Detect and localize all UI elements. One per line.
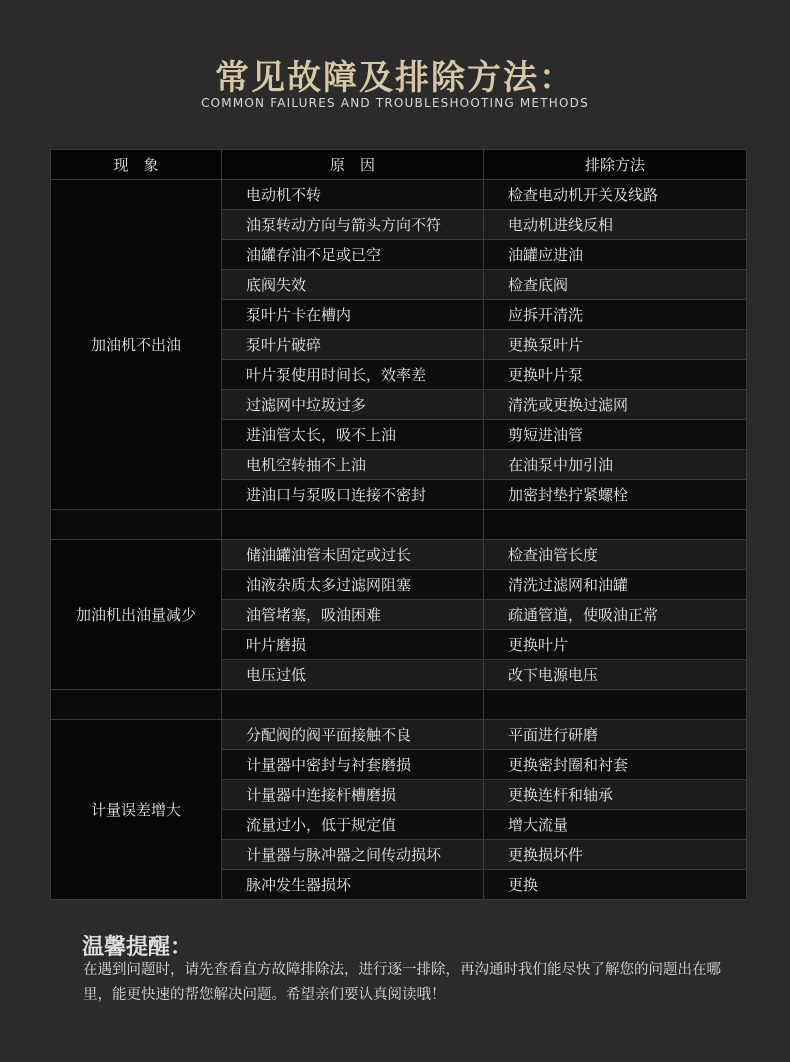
reason-cell: 电压过低	[222, 660, 484, 690]
fix-cell: 更换	[484, 870, 747, 900]
page-title: 常见故障及排除方法：	[215, 58, 575, 98]
table-row	[51, 720, 747, 750]
table-row	[51, 540, 747, 570]
fix-cell: 电动机进线反相	[484, 210, 747, 240]
reason-cell: 底阀失效	[222, 270, 484, 300]
fix-cell: 在油泵中加引油	[484, 450, 747, 480]
tip-title: 温馨提醒：	[82, 935, 193, 960]
reason-cell: 油罐存油不足或已空	[222, 240, 484, 270]
reason-cell: 叶片泵使用时间长，效率差	[222, 360, 484, 390]
fix-cell: 平面进行研磨	[484, 720, 747, 750]
empty-cell	[484, 510, 747, 540]
reason-cell: 叶片磨损	[222, 630, 484, 660]
reason-cell: 脉冲发生器损坏	[222, 870, 484, 900]
empty-cell	[222, 690, 484, 720]
table-header-row	[51, 150, 747, 180]
reason-cell: 进油口与泵吸口连接不密封	[222, 480, 484, 510]
fix-cell: 油罐应进油	[484, 240, 747, 270]
reason-cell: 储油罐油管未固定或过长	[222, 540, 484, 570]
fix-cell: 更换叶片	[484, 630, 747, 660]
fix-cell: 清洗过滤网和油罐	[484, 570, 747, 600]
reason-cell: 油液杂质太多过滤网阻塞	[222, 570, 484, 600]
symptom-cell: 计量误差增大	[51, 720, 222, 900]
fix-cell: 检查电动机开关及线路	[484, 180, 747, 210]
tip-text: 在遇到问题时，请先查看直方故障排除法，进行逐一排除，再沟通时我们能尽快了解您的问题出在哪里，能更快速的帮您解决问题。希望亲们要认真阅读哦！	[83, 962, 721, 1003]
reason-cell: 流量过小，低于规定值	[222, 810, 484, 840]
reason-cell: 计量器中连接杆槽磨损	[222, 780, 484, 810]
fix-cell: 检查油管长度	[484, 540, 747, 570]
column-header-reason: 原 因	[222, 150, 484, 180]
fix-cell: 剪短进油管	[484, 420, 747, 450]
troubleshooting-table	[50, 149, 747, 900]
fix-cell: 更换连杆和轴承	[484, 780, 747, 810]
empty-cell	[51, 510, 222, 540]
reason-cell: 计量器中密封与衬套磨损	[222, 750, 484, 780]
spacer-row	[51, 690, 747, 720]
column-header-fix: 排除方法	[484, 150, 747, 180]
empty-cell	[222, 510, 484, 540]
column-header-symptom: 现 象	[51, 150, 222, 180]
empty-cell	[51, 690, 222, 720]
fix-cell: 加密封垫拧紧螺栓	[484, 480, 747, 510]
fix-cell: 检查底阀	[484, 270, 747, 300]
fix-cell: 更换密封圈和衬套	[484, 750, 747, 780]
reason-cell: 电机空转抽不上油	[222, 450, 484, 480]
spacer-row	[51, 510, 747, 540]
fix-cell: 增大流量	[484, 810, 747, 840]
fix-cell: 应拆开清洗	[484, 300, 747, 330]
reason-cell: 泵叶片卡在槽内	[222, 300, 484, 330]
fix-cell: 更换叶片泵	[484, 360, 747, 390]
reason-cell: 计量器与脉冲器之间传动损坏	[222, 840, 484, 870]
reason-cell: 泵叶片破碎	[222, 330, 484, 360]
reason-cell: 进油管太长，吸不上油	[222, 420, 484, 450]
fix-cell: 改下电源电压	[484, 660, 747, 690]
fix-cell: 疏通管道，使吸油正常	[484, 600, 747, 630]
reason-cell: 分配阀的阀平面接触不良	[222, 720, 484, 750]
reason-cell: 过滤网中垃圾过多	[222, 390, 484, 420]
symptom-cell: 加油机不出油	[51, 180, 222, 510]
fix-cell: 更换损坏件	[484, 840, 747, 870]
symptom-cell: 加油机出油量减少	[51, 540, 222, 690]
reason-cell: 油泵转动方向与箭头方向不符	[222, 210, 484, 240]
reason-cell: 油管堵塞，吸油困难	[222, 600, 484, 630]
table-row	[51, 180, 747, 210]
fix-cell: 清洗或更换过滤网	[484, 390, 747, 420]
empty-cell	[484, 690, 747, 720]
reason-cell: 电动机不转	[222, 180, 484, 210]
fix-cell: 更换泵叶片	[484, 330, 747, 360]
page-subtitle: COMMON FAILURES AND TROUBLESHOOTING METHODS	[201, 96, 589, 110]
